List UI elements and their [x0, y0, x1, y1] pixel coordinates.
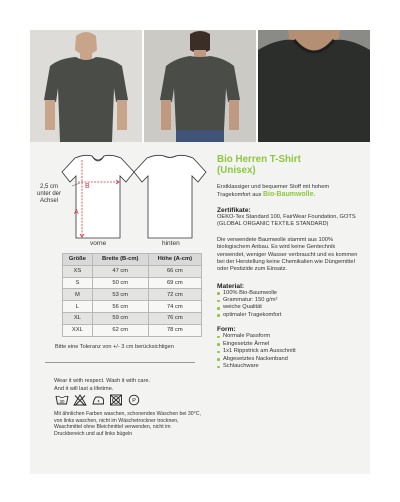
form-heading: Form: — [217, 326, 236, 334]
wash-30-icon — [55, 394, 69, 406]
certificates-heading: Zertifikate: — [217, 206, 251, 214]
cell-height: 72 cm — [148, 289, 201, 301]
cell-height: 78 cm — [148, 324, 201, 336]
tshirt-front-icon — [62, 155, 134, 238]
product-title — [217, 154, 363, 176]
care-slogan — [54, 378, 150, 393]
care-icons — [55, 394, 141, 406]
iron-low-icon — [91, 394, 105, 406]
no-tumble-dry-icon — [109, 394, 123, 406]
cell-size: S — [63, 277, 93, 289]
table-row — [63, 312, 202, 324]
cell-size: XL — [63, 312, 93, 324]
table-row — [63, 324, 202, 336]
cell-width: 59 cm — [92, 312, 148, 324]
cell-size: M — [63, 289, 93, 301]
b-marker: B — [85, 183, 90, 190]
header-size: Größe — [63, 254, 93, 266]
cell-height: 69 cm — [148, 277, 201, 289]
product-title-line-2: (Unisex) — [217, 165, 256, 176]
cell-width: 47 cm — [92, 265, 148, 277]
care-line-2: And it will last a lifetime. — [54, 385, 114, 392]
list-item: optimaler Tragekomfort — [217, 312, 363, 319]
table-row — [63, 301, 202, 313]
cell-size: XXL — [63, 324, 93, 336]
list-item: Abgesetztes Nackenband — [217, 356, 363, 363]
list-item: Normale Passform — [217, 333, 363, 340]
bio-cotton-highlight: Bio-Baumwolle. — [262, 191, 316, 199]
cell-height: 66 cm — [148, 265, 201, 277]
intro-line-2 — [217, 191, 363, 199]
certificates-text: OEKO-Tex Standard 100, FairWear Foundation, GOTS (GLOBAL ORGANIC TEXTILE STANDARD) — [217, 213, 356, 227]
dry-clean-mark: P — [132, 398, 136, 404]
cell-width: 56 cm — [92, 301, 148, 313]
tolerance-note: Bitte eine Toleranz von +/- 3 cm berücksichtigen — [55, 344, 174, 350]
list-item: 100% Bio-Baumwolle — [217, 290, 363, 297]
header-width: Breite (B-cm) — [92, 254, 148, 266]
dry-clean-icon — [127, 394, 141, 406]
photo-fabric-closeup[interactable] — [258, 30, 370, 142]
cell-size: XS — [63, 265, 93, 277]
list-item: 1x1 Rippstrick am Ausschnitt — [217, 348, 363, 355]
label-front: vorne — [90, 240, 107, 247]
divider — [45, 362, 195, 363]
size-table — [62, 253, 202, 337]
closeup-image — [258, 30, 370, 142]
sustainability-text: Die verwendete Baumwolle stammt aus 100% biologischem Anbau. Es wird keine Gentechnik verwendet, weniger Wasser verbraucht und es kommen bei der Herstellung keine Chemikalien wie Düngemittel oder Pestizide zum Einsatz. — [217, 237, 358, 273]
table-row — [63, 289, 202, 301]
size-table-header — [63, 254, 202, 266]
list-item: Grammatur: 150 g/m² — [217, 297, 363, 304]
model-front-image — [30, 30, 142, 142]
list-item: Schlauchware — [217, 363, 363, 370]
cell-width: 62 cm — [92, 324, 148, 336]
list-item: weiche Qualität — [217, 304, 363, 311]
product-description — [217, 154, 363, 370]
no-bleach-icon — [73, 394, 87, 406]
photo-front-model[interactable] — [30, 30, 142, 142]
photo-back-model[interactable] — [144, 30, 256, 142]
form-list — [217, 333, 363, 370]
intro-line-1: Erstklassiger und bequemer Stoff mit hohem — [217, 184, 330, 190]
measure-note: 2,5 cm unter der Achsel — [36, 184, 61, 204]
cell-size: L — [63, 301, 93, 313]
model-back-image — [144, 30, 256, 142]
a-marker: A — [74, 209, 79, 216]
cell-width: 50 cm — [92, 277, 148, 289]
tshirt-back-icon — [134, 155, 206, 238]
cell-width: 53 cm — [92, 289, 148, 301]
list-item: Eingesetzte Ärmel — [217, 341, 363, 348]
intro-line-2-text: Tragekomfort aus — [217, 192, 262, 199]
wash-temp-label: 30 — [59, 398, 65, 404]
material-list — [217, 290, 363, 320]
table-row — [63, 265, 202, 277]
product-intro — [217, 184, 363, 200]
care-line-1: Wear it with respect. Wash it with care. — [54, 378, 151, 384]
product-photos — [30, 30, 370, 142]
table-row — [63, 277, 202, 289]
product-title-line-1: Bio Herren T-Shirt — [217, 154, 301, 165]
care-instructions: Mit ähnlichen Farben waschen, schonendes Waschen bei 30°C, von links waschen, nicht im Wäschetrockner trocknen, Waschmittel ohne Bleichmittel verwenden, nicht im Druckbereich und auf links bügeln — [54, 411, 201, 437]
label-back: hinten — [162, 240, 180, 247]
cell-height: 76 cm — [148, 312, 201, 324]
material-heading: Material: — [217, 282, 245, 290]
cell-height: 74 cm — [148, 301, 201, 313]
header-height: Höhe (A-cm) — [148, 254, 201, 266]
